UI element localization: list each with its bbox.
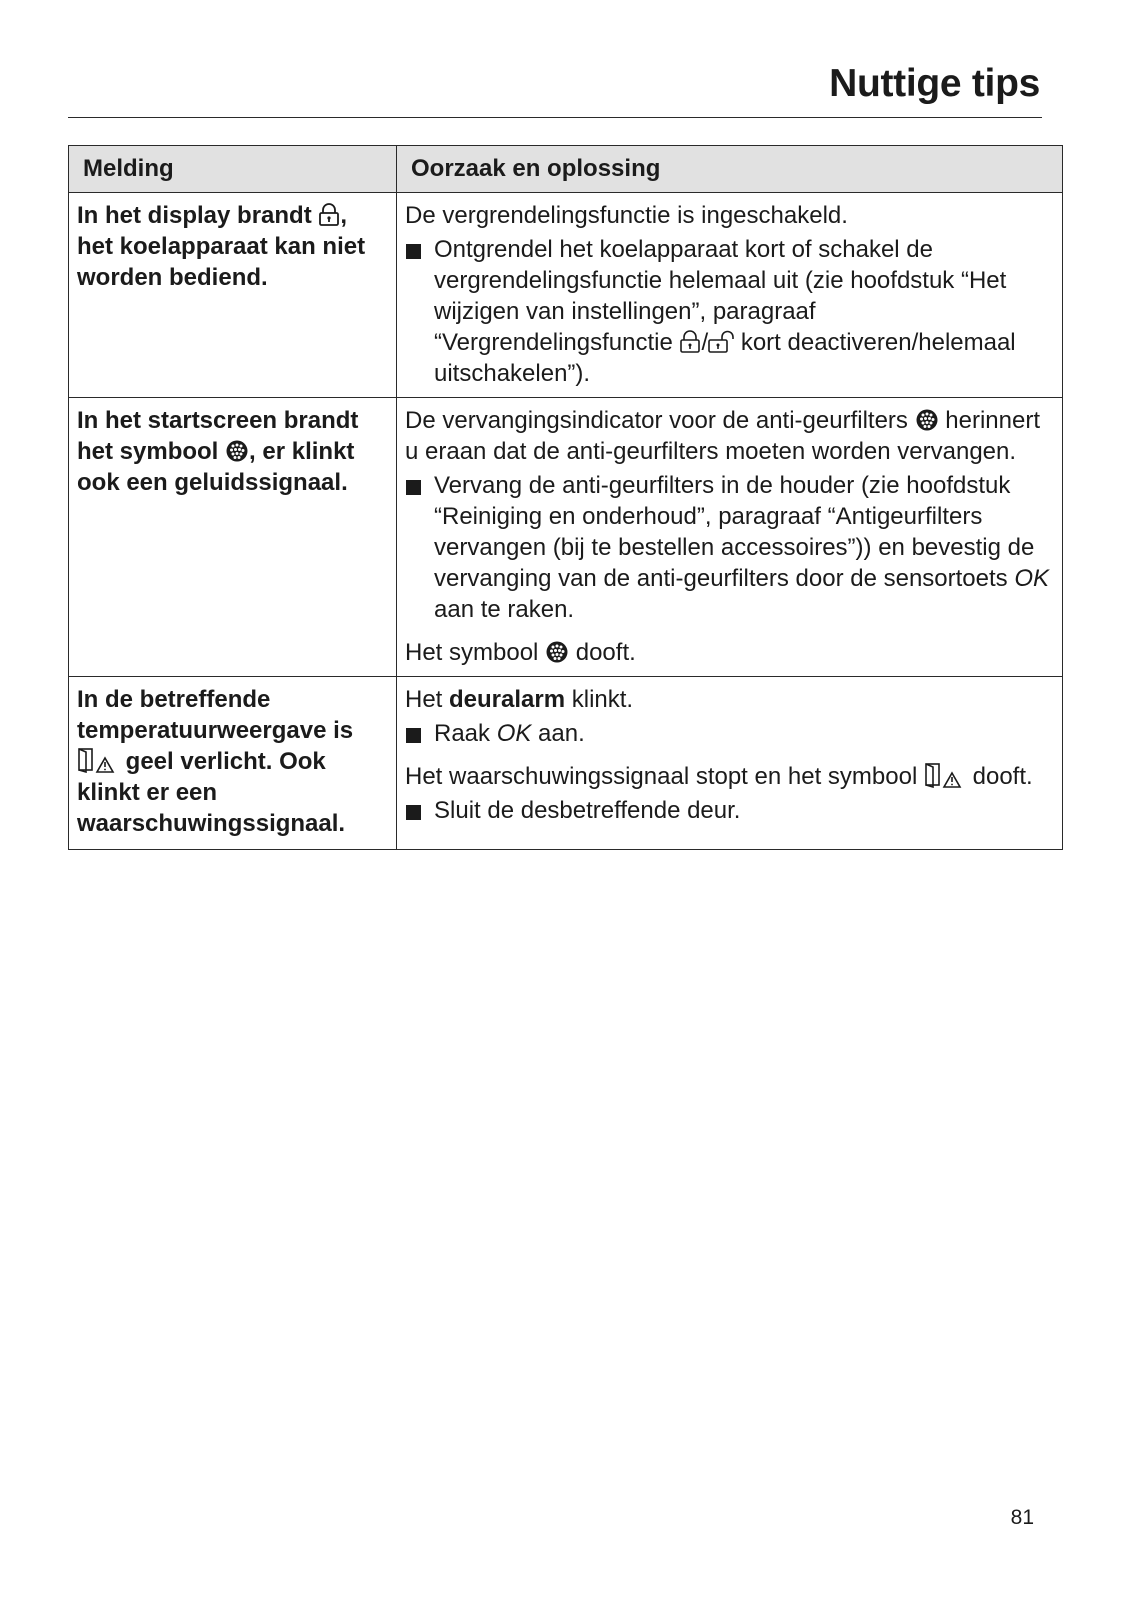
filter-icon: [545, 640, 569, 664]
cause-text: [405, 684, 1054, 715]
cause-text-part: herinnert u eraan dat de anti-geurfilters moeten worden vervangen.: [405, 407, 1040, 465]
separator-text: /: [701, 329, 709, 356]
melding-text: , er klinkt ook een geluidssignaal.: [77, 438, 355, 496]
ok-key-label: OK: [1014, 565, 1050, 592]
table-row: [69, 677, 1063, 850]
page-number: 81: [1010, 1506, 1034, 1529]
door-alarm-icon: [924, 762, 966, 788]
bullet-square-icon: [406, 480, 421, 495]
instruction-text: aan te raken.: [434, 596, 575, 623]
title-divider: [68, 117, 1042, 118]
melding-cell: [69, 193, 397, 398]
column-header-melding: Melding: [69, 146, 397, 193]
melding-cell: [69, 398, 397, 677]
result-text: [405, 637, 1054, 668]
instruction-text: Ontgrendel het koelapparaat kort of schakel de vergrendelingsfunctie helemaal uit (zie hoofdstuk “Het wijzigen van instellingen”, paragraaf “Vergrendelingsfunctie: [434, 236, 1007, 356]
melding-cell: [69, 677, 397, 850]
instruction-bullet: [405, 718, 1054, 749]
instruction-text: Sluit de desbetreffende deur.: [434, 797, 741, 824]
result-text-part: Het symbool: [405, 639, 546, 666]
cause-text: [405, 405, 1054, 467]
bullet-square-icon: [406, 728, 421, 743]
lock-closed-icon: [318, 203, 340, 227]
oorzaak-cell: [397, 677, 1063, 850]
instruction-bullet: [405, 795, 1054, 826]
instruction-text: Vervang de anti-geurfilters in de houder (zie hoofdstuk “Reiniging en onderhoud”, paragraaf “Antigeurfilters vervangen (bij te bestellen accessoires”)) en bevestig de vervanging van de anti-geurfilters door de sensortoets: [434, 472, 1035, 592]
melding-text: In de betreffende temperatuurweergave is: [77, 686, 354, 744]
table-row: [69, 398, 1063, 677]
result-text-part: dooft.: [965, 763, 1033, 790]
cause-text-part: De vervangingsindicator voor de anti-geurfilters: [405, 407, 915, 434]
bullet-square-icon: [406, 805, 421, 820]
door-alarm-term: deuralarm: [449, 686, 566, 713]
instruction-bullet: [405, 470, 1054, 625]
filter-icon: [225, 439, 249, 463]
result-text-part: Het waarschuwingssignaal stopt en het symbool: [405, 763, 924, 790]
tips-table: [68, 145, 1063, 850]
table-header-row: [69, 146, 1063, 193]
bullet-square-icon: [406, 244, 421, 259]
result-text-part: dooft.: [569, 639, 636, 666]
lock-open-icon: [708, 330, 734, 354]
door-alarm-icon: [77, 747, 119, 773]
melding-text: geel verlicht. Ook klinkt er een waarschuwingssignaal.: [77, 748, 346, 837]
oorzaak-cell: [397, 398, 1063, 677]
instruction-text: kort deactiveren/helemaal uitschakelen”).: [434, 329, 1016, 387]
oorzaak-cell: [397, 193, 1063, 398]
filter-icon: [915, 408, 939, 432]
instruction-text: Raak: [434, 720, 497, 747]
lock-closed-icon: [679, 330, 701, 354]
melding-text: In het display brandt: [77, 202, 319, 229]
result-text: [405, 761, 1054, 792]
ok-key-label: OK: [496, 720, 532, 747]
page-title: Nuttige tips: [829, 62, 1040, 105]
melding-text: In het startscreen brandt het symbool: [77, 407, 359, 465]
instruction-bullet: [405, 234, 1054, 389]
cause-text-part: klinkt.: [565, 686, 634, 713]
cause-text: De vergrendelingsfunctie is ingeschakeld.: [405, 202, 848, 229]
instruction-text: aan.: [531, 720, 585, 747]
table-row: [69, 193, 1063, 398]
column-header-oorzaak: Oorzaak en oplossing: [397, 146, 1063, 193]
cause-text-part: Het: [405, 686, 450, 713]
melding-text: , het koelapparaat kan niet worden bediend.: [77, 202, 366, 291]
